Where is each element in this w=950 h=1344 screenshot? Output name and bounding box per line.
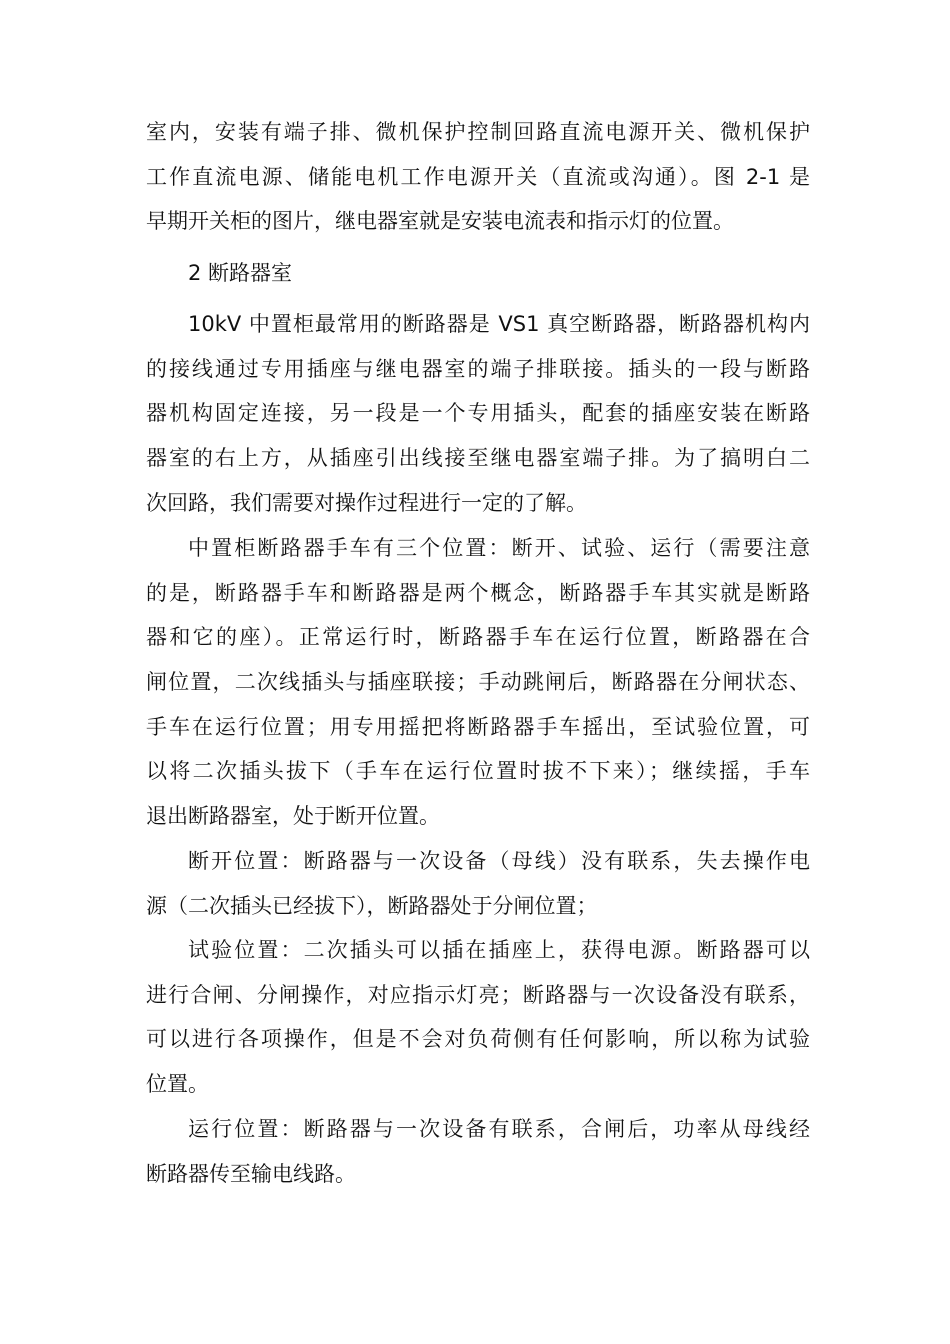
text-line: 次回路，我们需要对操作过程进行一定的了解。 bbox=[146, 490, 587, 515]
text-line: 断路器传至输电线路。 bbox=[146, 1161, 356, 1186]
text-line: 闸位置，二次线插头与插座联接；手动跳闸后，断路器在分闸状态、 bbox=[146, 670, 810, 695]
paragraph-continuation bbox=[146, 110, 810, 244]
section-heading: 2 断路器室 bbox=[188, 261, 293, 285]
text-line: 器和它的座）。正常运行时，断路器手车在运行位置，断路器在合 bbox=[146, 625, 810, 650]
paragraph-positions bbox=[146, 526, 810, 839]
text-line: 的是，断路器手车和断路器是两个概念，断路器手车其实就是断路 bbox=[146, 580, 810, 605]
paragraph-breaker-intro bbox=[146, 302, 810, 525]
text-line: 10kV 中置柜最常用的断路器是 VS1 真空断路器，断路器机构内 bbox=[188, 312, 810, 336]
text-line: 断开位置：断路器与一次设备（母线）没有联系，失去操作电 bbox=[188, 849, 810, 873]
text-line: 源（二次插头已经拔下），断路器处于分闸位置； bbox=[146, 893, 598, 918]
text-line: 器室的右上方，从插座引出线接至继电器室端子排。为了搞明白二 bbox=[146, 446, 810, 471]
text-line: 的接线通过专用插座与继电器室的端子排联接。插头的一段与断路 bbox=[146, 356, 810, 381]
text-line: 试验位置：二次插头可以插在插座上，获得电源。断路器可以 bbox=[188, 938, 810, 962]
text-line: 可以进行各项操作，但是不会对负荷侧有任何影响，所以称为试验 bbox=[146, 1027, 810, 1052]
text-line: 中置柜断路器手车有三个位置：断开、试验、运行（需要注意 bbox=[188, 536, 810, 560]
text-line: 退出断路器室，处于断开位置。 bbox=[146, 804, 440, 829]
text-line: 早期开关柜的图片，继电器室就是安装电流表和指示灯的位置。 bbox=[146, 209, 734, 234]
paragraph-disconnected-position bbox=[146, 839, 810, 928]
text-line: 器机构固定连接，另一段是一个专用插头，配套的插座安装在断路 bbox=[146, 401, 810, 426]
paragraph-test-position bbox=[146, 928, 810, 1107]
text-line: 工作直流电源、储能电机工作电源开关（直流或沟通）。图 2-1 是 bbox=[146, 164, 810, 189]
text-line: 室内，安装有端子排、微机保护控制回路直流电源开关、微机保护 bbox=[146, 120, 810, 144]
text-line: 运行位置：断路器与一次设备有联系，合闸后，功率从母线经 bbox=[188, 1117, 810, 1141]
text-line: 进行合闸、分闸操作，对应指示灯亮；断路器与一次设备没有联系， bbox=[146, 982, 810, 1007]
paragraph-running-position bbox=[146, 1107, 810, 1196]
text-line: 手车在运行位置；用专用摇把将断路器手车摇出，至试验位置，可 bbox=[146, 714, 810, 739]
text-line: 以将二次插头拔下（手车在运行位置时拔不下来）；继续摇，手车 bbox=[146, 759, 810, 784]
text-line: 位置。 bbox=[146, 1072, 209, 1097]
